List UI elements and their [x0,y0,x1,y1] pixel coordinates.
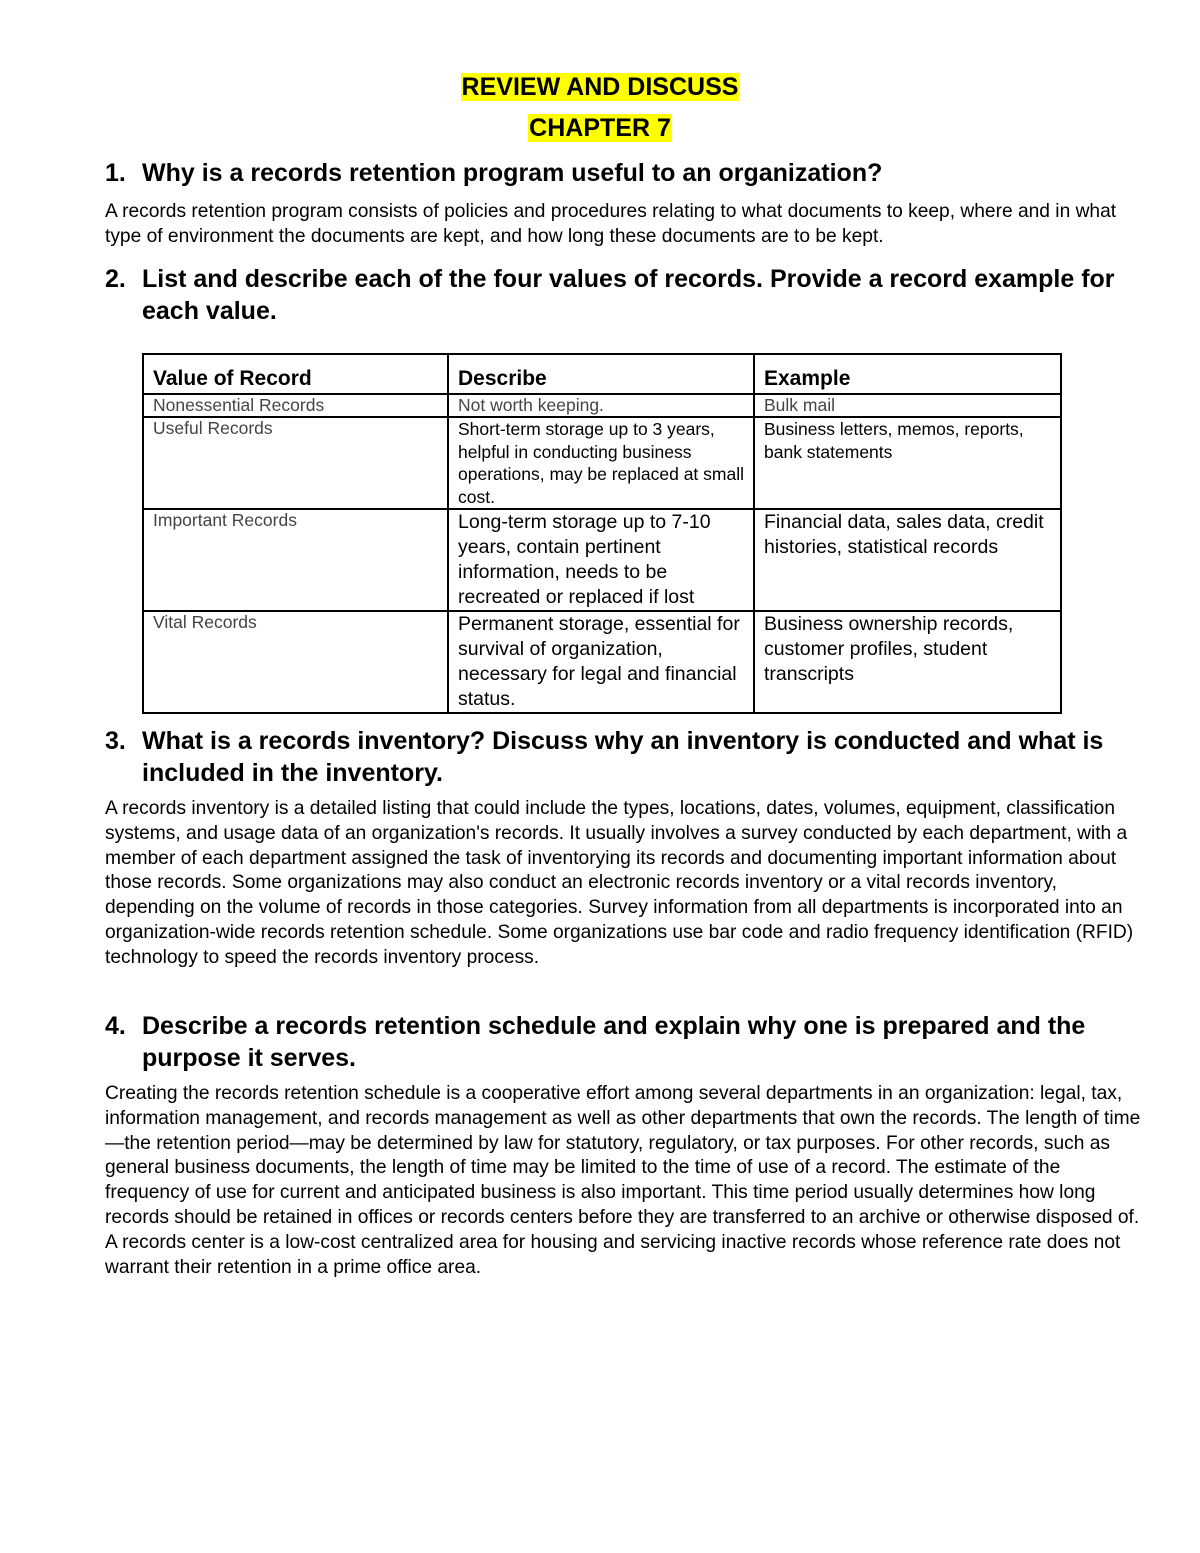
question-3-number: 3. [105,727,126,755]
table-cell-describe: Not worth keeping. [448,394,754,417]
document-title-text: REVIEW AND DISCUSS [461,73,739,101]
values-of-records-table [142,353,1062,714]
question-3-text: What is a records inventory? Discuss why an inventory is conducted and what is included in the inventory. [142,727,1104,787]
question-4 [105,1010,1145,1074]
table-row [143,417,1061,509]
table-row [143,509,1061,611]
question-4-number: 4. [105,1012,126,1040]
table-cell-value: Nonessential Records [143,394,448,417]
column-header-value: Value of Record [143,354,448,394]
question-2 [105,263,1145,327]
table-cell-value: Useful Records [143,417,448,509]
column-header-example: Example [754,354,1061,394]
table-cell-value: Vital Records [143,611,448,713]
table-cell-describe: Short-term storage up to 3 years, helpful in conducting business operations, may be replaced at small cost. [448,417,754,509]
question-3 [105,725,1145,789]
table-header-row [143,354,1061,394]
table-cell-example: Financial data, sales data, credit histories, statistical records [754,509,1061,611]
table-row [143,611,1061,713]
question-1-text: Why is a records retention program useful to an organization? [142,159,883,187]
chapter-title-text: CHAPTER 7 [529,114,671,142]
question-1 [105,157,1145,189]
question-2-text: List and describe each of the four values of records. Provide a record example for each value. [142,265,1115,325]
answer-1: A records retention program consists of policies and procedures relating to what documents to keep, where and in what type of environment the documents are kept, and how long these documents are to be kept. [105,201,1117,247]
table-cell-example: Bulk mail [754,394,1061,417]
table-cell-describe: Long-term storage up to 7-10 years, contain pertinent information, needs to be recreated or replaced if lost [448,509,754,611]
column-header-describe: Describe [448,354,754,394]
question-2-number: 2. [105,265,126,293]
chapter-title [0,113,1200,143]
table-cell-value: Important Records [143,509,448,611]
table-row [143,394,1061,417]
question-4-text: Describe a records retention schedule and explain why one is prepared and the purpose it serves. [142,1012,1086,1072]
document-title [0,72,1200,102]
answer-4: Creating the records retention schedule is a cooperative effort among several departments in an organization: legal, tax, information management, and records management as well as other departments that own the records. The length of time—the retention period—may be determined by law for statutory, regulatory, or tax purposes. For other records, such as general business documents, the length of time may be limited to the time of use of a record. The estimate of the frequency of use for current and anticipated business is also important. This time period usually determines how long records should be retained in offices or records centers before they are transferred to an archive or otherwise disposed of. A records center is a low-cost centralized area for housing and servicing inactive records whose reference rate does not warrant their retention in a prime office area. [105,1083,1141,1278]
answer-3: A records inventory is a detailed listing that could include the types, locations, dates, volumes, equipment, classification systems, and usage data of an organization's records. It usually involves a survey conducted by each department, with a member of each department assigned the task of inventorying its records and documenting important information about those records. Some organizations may also conduct an electronic records inventory or a vital records inventory, depending on the volume of records in those categories. Survey information from all departments is incorporated into an organization-wide records retention schedule. Some organizations use bar code and radio frequency identification (RFID) technology to speed the records inventory process. [105,798,1134,968]
table-cell-example: Business ownership records, customer profiles, student transcripts [754,611,1061,713]
table-cell-describe: Permanent storage, essential for survival of organization, necessary for legal and financial status. [448,611,754,713]
table-cell-example: Business letters, memos, reports, bank statements [754,417,1061,509]
question-1-number: 1. [105,159,126,187]
